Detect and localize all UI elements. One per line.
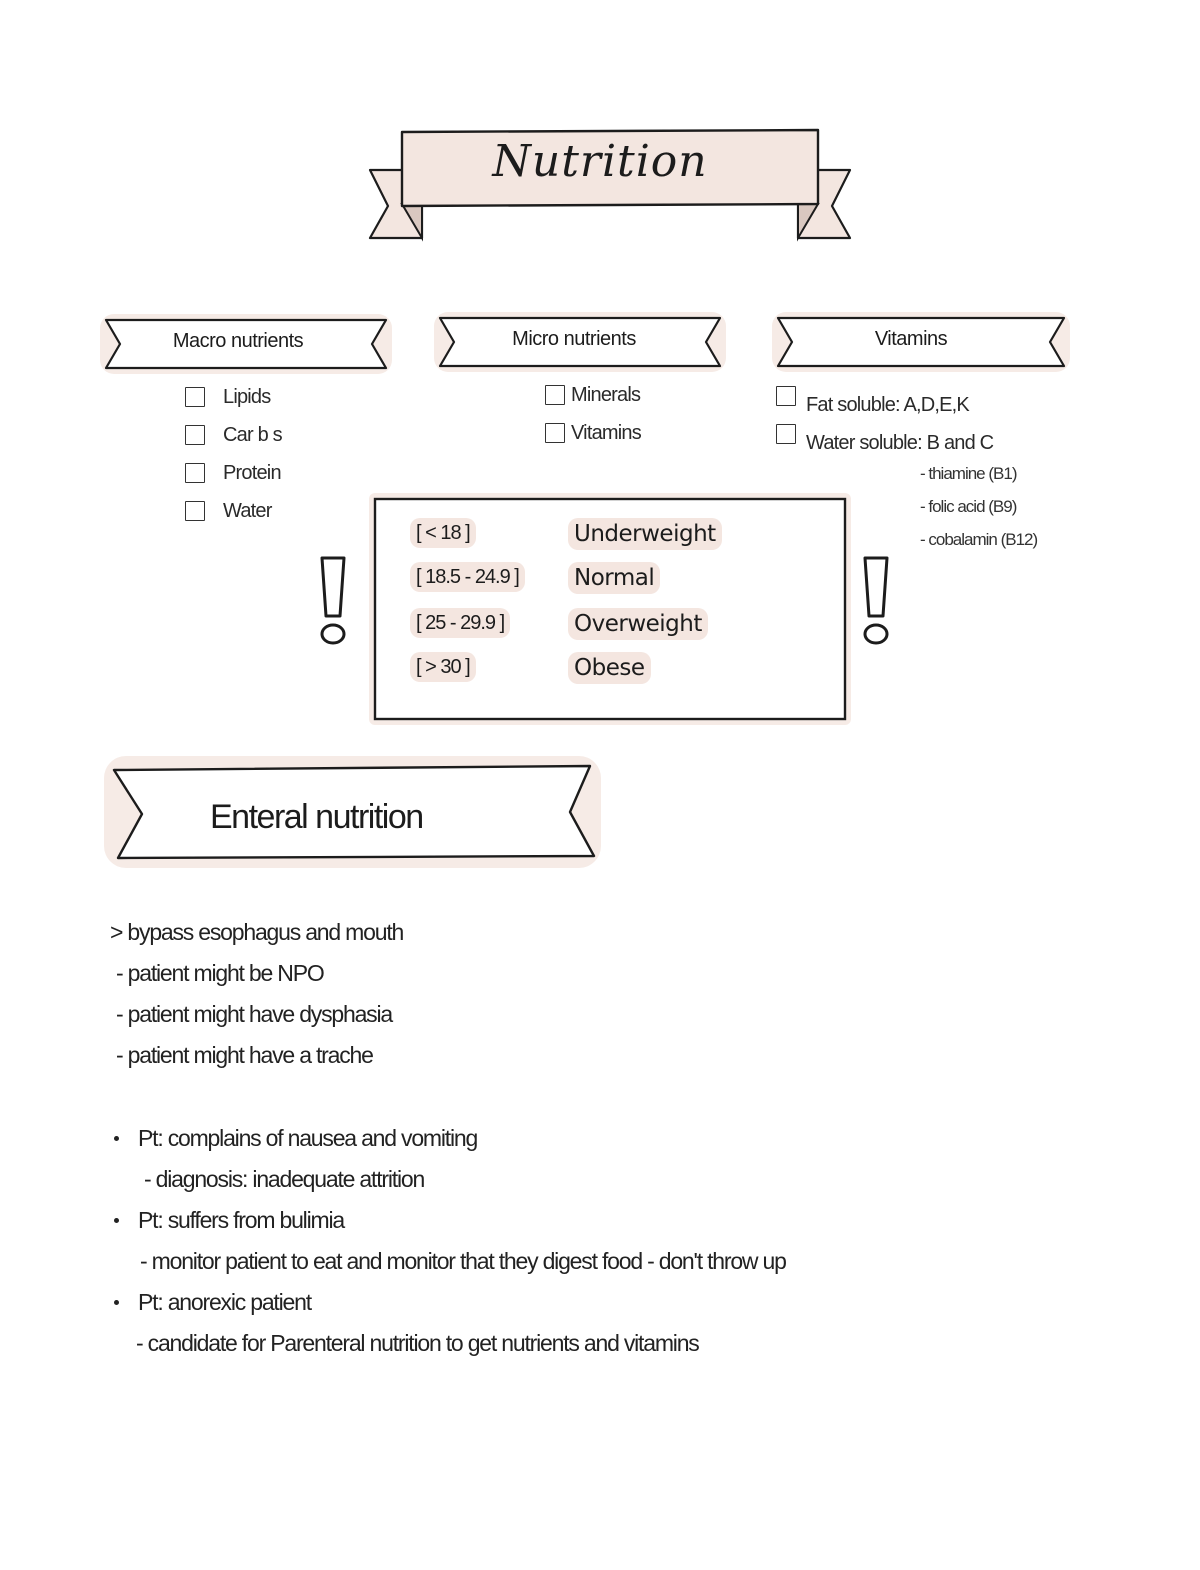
list-item: - patient might have dysphasia: [116, 1001, 392, 1027]
list-item: Car b s: [185, 416, 282, 454]
list-item: Water soluble: B and C: [776, 420, 993, 458]
checkbox[interactable]: [185, 463, 205, 483]
list-item: - folic acid (B9): [920, 497, 1017, 516]
table-row: [372, 562, 848, 602]
bullet-icon: [114, 1300, 119, 1305]
vitamins-heading: Vitamins: [874, 328, 948, 350]
exclamation-icon: [856, 552, 896, 652]
checkbox[interactable]: [776, 424, 796, 444]
micro-nutrients-list: [545, 376, 641, 452]
list-item: - cobalamin (B12): [920, 530, 1038, 549]
list-item: Minerals: [545, 376, 641, 414]
list-item: - patient might have a trache: [116, 1042, 373, 1068]
list-item: - thiamine (B1): [920, 464, 1017, 483]
list-item: Lipids: [185, 378, 282, 416]
bullet-icon: [114, 1218, 119, 1223]
bmi-range: [ < 18 ]: [410, 518, 476, 548]
bmi-range: [ > 30 ]: [410, 652, 476, 682]
checkbox[interactable]: [545, 423, 565, 443]
bmi-table: [372, 496, 848, 722]
case-note: - candidate for Parenteral nutrition to get nutrients and vitamins: [136, 1330, 699, 1356]
case-note: - monitor patient to eat and monitor that they digest food - don't throw up: [140, 1248, 786, 1274]
checkbox[interactable]: [185, 387, 205, 407]
bmi-category: Overweight: [568, 608, 708, 640]
case-note: - diagnosis: inadequate attrition: [144, 1166, 425, 1192]
bmi-category: Obese: [568, 652, 651, 684]
checkbox[interactable]: [185, 425, 205, 445]
enteral-notes: [110, 912, 1010, 1364]
bullet-icon: [114, 1136, 119, 1141]
intro-line: > bypass esophagus and mouth: [110, 919, 404, 945]
list-item: Water: [185, 492, 282, 530]
page-title: Nutrition: [492, 136, 708, 187]
enteral-nutrition-heading: Enteral nutrition: [210, 798, 423, 836]
exclamation-icon: [313, 552, 353, 652]
micro-nutrients-heading: Micro nutrients: [512, 328, 636, 350]
list-item: Fat soluble: A,D,E,K: [776, 382, 993, 420]
case-item: Pt: complains of nausea and vomiting: [110, 1118, 1010, 1159]
bmi-category: Underweight: [568, 518, 722, 550]
case-item: Pt: suffers from bulimia: [110, 1200, 1010, 1241]
bmi-range: [ 18.5 - 24.9 ]: [410, 562, 525, 592]
checkbox[interactable]: [545, 385, 565, 405]
table-row: [372, 608, 848, 648]
list-item: - patient might be NPO: [116, 960, 324, 986]
bmi-range: [ 25 - 29.9 ]: [410, 608, 510, 638]
macro-nutrients-list: [185, 378, 282, 530]
table-row: [372, 518, 848, 558]
table-row: [372, 652, 848, 692]
checkbox[interactable]: [776, 386, 796, 406]
list-item: Vitamins: [545, 414, 641, 452]
checkbox[interactable]: [185, 501, 205, 521]
spacer: [110, 1076, 1010, 1118]
list-item: Protein: [185, 454, 282, 492]
macro-nutrients-heading: Macro nutrients: [172, 330, 304, 352]
vitamins-list: [776, 382, 993, 458]
case-item: Pt: anorexic patient: [110, 1282, 1010, 1323]
water-soluble-vitamins-list: [920, 464, 1037, 563]
bmi-category: Normal: [568, 562, 660, 594]
